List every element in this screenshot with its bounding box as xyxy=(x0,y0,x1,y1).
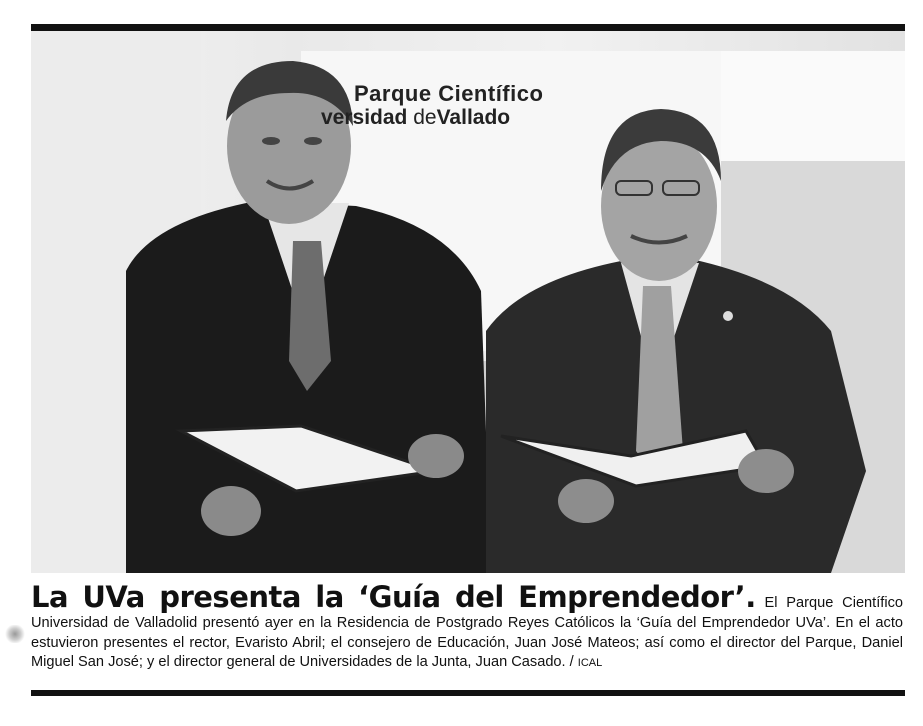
bottom-rule xyxy=(31,690,905,696)
photo-caption xyxy=(31,580,903,674)
news-photo xyxy=(31,31,905,573)
caption-headline: La UVa presenta la ‘Guía del Emprendedor’. xyxy=(31,580,756,614)
right-hand xyxy=(558,479,614,523)
top-rule xyxy=(31,24,905,31)
caption-separator: / xyxy=(565,654,578,671)
lapel-pin xyxy=(723,311,733,321)
banner-line-2-de: de xyxy=(413,106,437,130)
left-hand-right xyxy=(408,434,464,478)
photo-credit: ICAL xyxy=(577,657,603,670)
left-hand xyxy=(201,486,261,536)
banner-line-2 xyxy=(321,106,543,130)
right-hand-right xyxy=(738,449,794,493)
background-wall xyxy=(721,51,905,161)
banner-line-2-suffix: Vallado xyxy=(436,106,511,130)
banner-line-1: Parque Científico xyxy=(354,81,544,106)
caption-body: El Parque Científico Universidad de Valladolid presentó ayer en la Residencia de Postgrado Reyes Católicos la ‘Guía del Emprendedor UVa’. En el acto estuvieron presentes el rector, Evaristo Abril; el consejero de Educación, Juan José Mateos; así como el director del Parque, Daniel Miguel San José; y el director general de Universidades de la Junta, Juan Casado. xyxy=(31,595,903,671)
banner-text xyxy=(321,81,544,130)
banner-line-2-prefix: versidad xyxy=(321,106,414,130)
ink-smudge xyxy=(4,625,26,643)
